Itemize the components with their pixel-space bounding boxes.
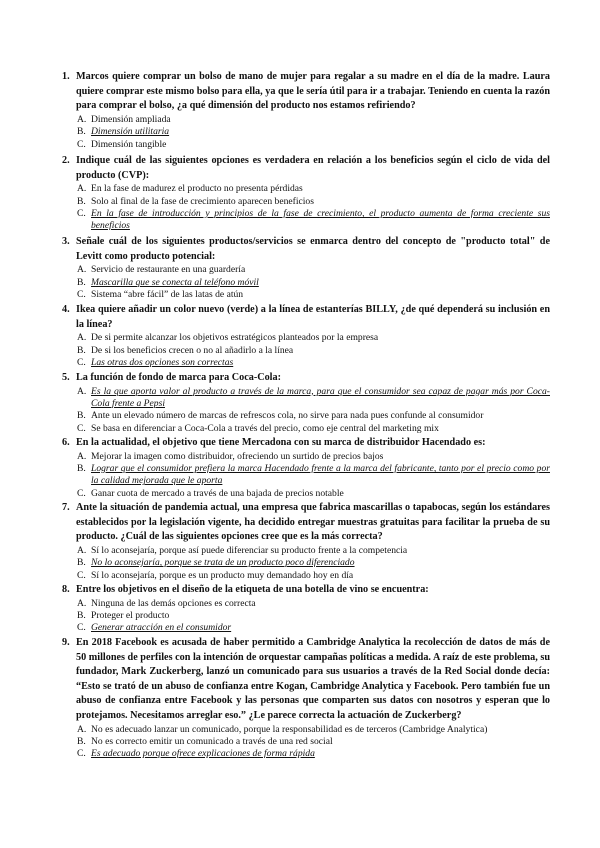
- option-letter: B.: [77, 410, 86, 422]
- option-b[interactable]: [77, 610, 550, 622]
- option-letter: B.: [77, 344, 86, 356]
- options-list: [77, 386, 550, 436]
- option-text: Ninguna de las demás opciones es correcta: [91, 597, 256, 609]
- option-letter: C.: [77, 569, 86, 581]
- option-letter: C.: [77, 622, 86, 634]
- option-a[interactable]: [77, 724, 550, 736]
- options-list: [77, 451, 550, 501]
- options-list: [77, 598, 550, 635]
- option-c[interactable]: [77, 289, 550, 301]
- options-list: [77, 264, 550, 301]
- option-text: Servicio de restaurante en una guardería: [91, 264, 246, 276]
- option-letter: B.: [77, 557, 86, 569]
- question-number: 8.: [62, 584, 70, 595]
- question-4: [62, 303, 550, 369]
- question-text: Señale cuál de los siguientes productos/servicios se enmarca dentro del concepto de "producto total" de Levitt como producto potencial:: [76, 236, 550, 262]
- option-c-correct[interactable]: [77, 748, 550, 760]
- option-a[interactable]: [77, 264, 550, 276]
- options-list: [77, 545, 550, 582]
- option-letter: A.: [77, 183, 87, 195]
- option-text: Ante un elevado número de marcas de refrescos cola, no sirve para nada pues confunde al consumidor: [91, 410, 484, 422]
- question-number: 2.: [62, 155, 70, 166]
- option-letter: A.: [77, 332, 87, 344]
- option-text: Es la que aporta valor al producto a través de la marca, para que el consumidor sea capaz de pagar más por Coca-Cola frente a Pepsi: [91, 385, 550, 409]
- question-text: Entre los objetivos en el diseño de la etiqueta de una botella de vino se encuentra:: [76, 584, 429, 595]
- question-number: 9.: [62, 637, 70, 648]
- options-list: [77, 114, 550, 151]
- option-b-correct[interactable]: [77, 463, 550, 488]
- option-c[interactable]: [77, 488, 550, 500]
- option-text: En la fase de madurez el producto no presenta pérdidas: [91, 183, 303, 195]
- option-letter: A.: [77, 544, 87, 556]
- option-c[interactable]: [77, 423, 550, 435]
- question-number: 4.: [62, 304, 70, 315]
- question-2: [62, 154, 550, 233]
- option-c-correct[interactable]: [77, 622, 550, 634]
- option-letter: A.: [77, 597, 87, 609]
- option-b[interactable]: [77, 736, 550, 748]
- option-text: Proteger el producto: [91, 610, 170, 621]
- question-text: Indique cuál de las siguientes opciones es verdadera en relación a los beneficios según el ciclo de vida del producto (CVP):: [76, 155, 550, 181]
- option-b[interactable]: [77, 345, 550, 357]
- option-text: Lograr que el consumidor prefiera la marca Hacendado frente a la marca del fabricante, tanto por el precio como por la calidad mejorada que le aporta: [91, 463, 550, 487]
- question-text: En 2018 Facebook es acusada de haber permitido a Cambridge Analytica la recolección de datos de más de 50 millones de perfiles con la intención de orquestar campañas políticas a medida. A raíz de este problema, su fundador, Mark Zuckerberg, lanzó un comunicado para sus usuarios a través de la Red Social donde decía: “Esto se trató de un abuso de confianza entre Kogan, Cambridge Analytica y Facebook. Pero también fue un abuso de confianza entre Facebook y las personas que comparten sus datos con nosotros y esperan que lo protejamos. Necesitamos arreglar eso.” ¿Le parece correcta la actuación de Zuckerberg?: [76, 637, 550, 721]
- option-text: Solo al final de la fase de crecimiento aparecen beneficios: [91, 195, 314, 207]
- option-text: Dimensión ampliada: [91, 113, 171, 125]
- question-text: La función de fondo de marca para Coca-Cola:: [76, 372, 281, 383]
- option-letter: B.: [77, 126, 86, 138]
- option-text: Es adecuado porque ofrece explicaciones de forma rápida: [91, 748, 315, 760]
- option-b-correct[interactable]: [77, 126, 550, 138]
- option-letter: C.: [77, 357, 86, 368]
- option-a-correct[interactable]: [77, 386, 550, 411]
- question-1: [62, 70, 550, 151]
- option-a[interactable]: [77, 183, 550, 195]
- option-text: Sí lo aconsejaría, porque así puede diferenciar su producto frente a la competencia: [91, 544, 408, 556]
- option-c-correct[interactable]: [77, 357, 550, 369]
- question-text: En la actualidad, el objetivo que tiene Mercadona con su marca de distribuidor Hacendado es:: [76, 437, 486, 448]
- option-text: Dimensión utilitaria: [91, 126, 170, 138]
- option-text: No es adecuado lanzar un comunicado, porque la responsabilidad es de terceros (Cambridge Analytica): [91, 723, 488, 735]
- option-letter: A.: [77, 385, 87, 397]
- option-text: No es correcto emitir un comunicado a través de una red social: [91, 735, 333, 747]
- question-text: Ante la situación de pandemia actual, una empresa que fabrica mascarillas o tapabocas, según los estándares establecidos por la legislación vigente, ha decidido entregar muestras gratuitas para facilitar la prueba de su producto. ¿Cuál de las siguientes opciones cree que es la más correcta?: [76, 502, 550, 543]
- option-letter: C.: [77, 748, 86, 760]
- option-letter: B.: [77, 463, 86, 474]
- option-letter: B.: [77, 610, 86, 621]
- option-text: De si permite alcanzar los objetivos estratégicos planteados por la empresa: [91, 332, 379, 344]
- option-text: Ganar cuota de mercado a través de una bajada de precios notable: [91, 487, 344, 499]
- option-letter: B.: [77, 735, 86, 747]
- option-letter: C.: [77, 208, 86, 219]
- question-number: 5.: [62, 372, 70, 383]
- option-c-correct[interactable]: [77, 208, 550, 233]
- option-text: No lo aconsejaría, porque se trata de un producto poco diferenciado: [91, 557, 355, 569]
- option-b[interactable]: [77, 410, 550, 422]
- option-a[interactable]: [77, 451, 550, 463]
- option-text: Mascarilla que se conecta al teléfono móvil: [91, 276, 259, 288]
- question-7: [62, 501, 550, 582]
- option-c[interactable]: [77, 570, 550, 582]
- option-letter: C.: [77, 487, 86, 499]
- option-letter: A.: [77, 450, 87, 462]
- option-a[interactable]: [77, 114, 550, 126]
- question-number: 3.: [62, 236, 70, 247]
- question-number: 7.: [62, 502, 70, 513]
- option-text: Se basa en diferenciar a Coca-Cola a través del precio, como eje central del marketing mix: [91, 422, 439, 434]
- option-text: Dimensión tangible: [91, 138, 167, 150]
- option-letter: B.: [77, 195, 86, 207]
- option-letter: A.: [77, 113, 87, 125]
- option-text: En la fase de introducción y principios de la fase de crecimiento, el producto aumenta de forma creciente sus beneficios: [91, 208, 550, 232]
- question-number: 1.: [62, 71, 70, 82]
- option-b-correct[interactable]: [77, 557, 550, 569]
- options-list: [77, 183, 550, 233]
- option-a[interactable]: [77, 332, 550, 344]
- option-letter: C.: [77, 422, 86, 434]
- option-a[interactable]: [77, 545, 550, 557]
- option-c[interactable]: [77, 139, 550, 151]
- option-letter: C.: [77, 138, 86, 150]
- option-letter: A.: [77, 723, 87, 735]
- option-text: De si los beneficios crecen o no al añadirlo a la línea: [91, 344, 294, 356]
- option-text: Mejorar la imagen como distribuidor, ofreciendo un surtido de precios bajos: [91, 450, 384, 462]
- option-text: Las otras dos opciones son correctas: [91, 357, 234, 368]
- options-list: [77, 724, 550, 761]
- question-5: [62, 371, 550, 435]
- option-text: Generar atracción en el consumidor: [91, 622, 232, 634]
- question-number: 6.: [62, 437, 70, 448]
- question-text: Marcos quiere comprar un bolso de mano de mujer para regalar a su madre en el día de la madre. Laura quiere comprar este mismo bolso para ella, ya que le sería útil para ir a trabajar. Teniendo en cuenta la razón para comprar el bolso, ¿a qué dimensión del producto nos estamos refiriendo?: [76, 71, 550, 112]
- option-letter: B.: [77, 276, 86, 288]
- option-a[interactable]: [77, 598, 550, 610]
- option-text: Sí lo aconsejaría, porque es un producto muy demandado hoy en día: [91, 569, 354, 581]
- question-6: [62, 436, 550, 500]
- option-b-correct[interactable]: [77, 277, 550, 289]
- option-b[interactable]: [77, 196, 550, 208]
- option-letter: C.: [77, 289, 86, 300]
- question-text: Ikea quiere añadir un color nuevo (verde) a la línea de estanterías BILLY, ¿de qué dependerá su inclusión en la línea?: [76, 304, 550, 330]
- question-8: [62, 583, 550, 635]
- question-3: [62, 235, 550, 301]
- option-letter: A.: [77, 264, 87, 276]
- option-text: Sistema “abre fácil” de las latas de atún: [91, 289, 244, 300]
- question-9: [62, 636, 550, 761]
- options-list: [77, 332, 550, 369]
